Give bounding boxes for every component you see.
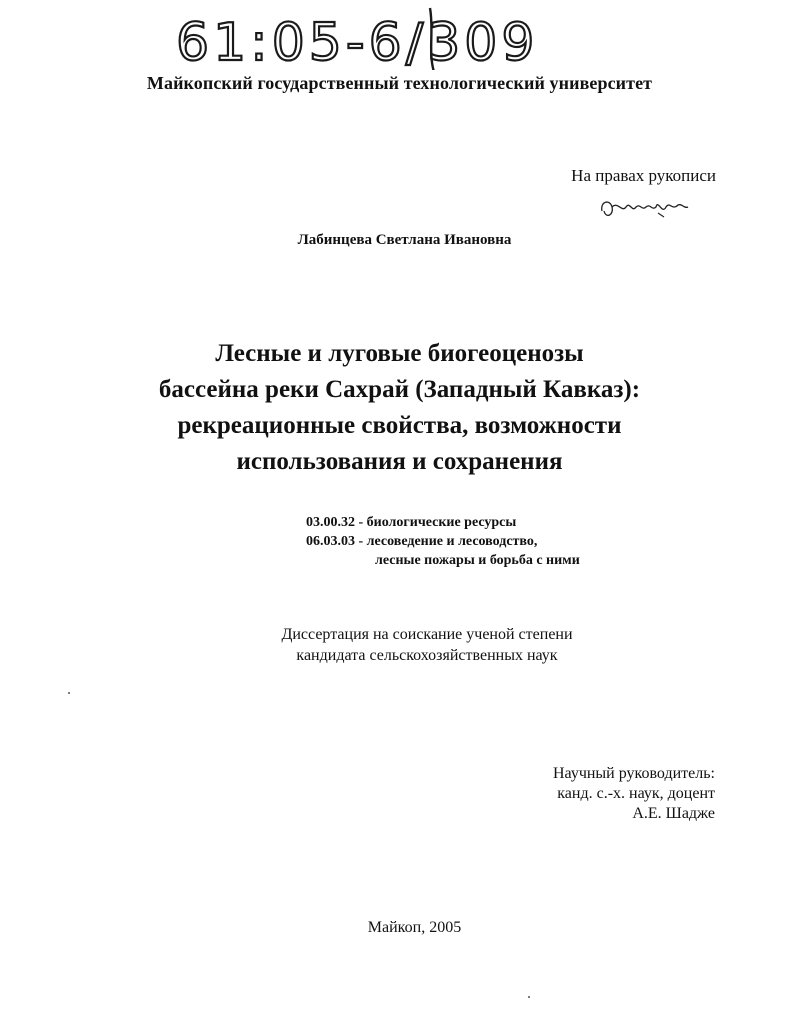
scan-speck (68, 692, 70, 694)
advisor-name: А.Е. Шадже (632, 805, 715, 822)
specialty-codes (306, 513, 580, 570)
advisor-degree: канд. с.-х. наук, доцент (557, 785, 715, 802)
specialty-row: 06.03.03 - лесоведение и лесоводство, (306, 534, 538, 549)
author-signature (598, 195, 690, 223)
degree-line-1: Диссертация на соискание ученой степени (281, 626, 573, 643)
specialty-name: лесоведение и лесоводство, (366, 534, 538, 549)
title-line: бассейна реки Сахрай (Западный Кавказ): (158, 376, 641, 403)
title-line: Лесные и луговые биогеоценозы (215, 340, 584, 367)
specialty-code: 03.00.32 (306, 515, 355, 530)
rights-note: На правах рукописи (571, 166, 716, 185)
city-year: Майкоп, 2005 (367, 919, 462, 936)
specialty-continuation: лесные пожары и борьба с ними (375, 553, 580, 568)
title-line: использования и сохранения (236, 448, 563, 475)
dissertation-degree (0, 624, 799, 666)
scan-speck (528, 996, 530, 998)
university-name: Майкопский государственный технологический университет (146, 73, 653, 93)
handwritten-code-text: 61:05-6/309 (176, 13, 539, 70)
scientific-advisor (553, 764, 715, 824)
handwritten-code-drawing (172, 6, 562, 70)
degree-line-2: кандидата сельскохозяйственных наук (296, 647, 558, 664)
author-name: Лабинцева Светлана Ивановна (297, 232, 512, 248)
advisor-label: Научный руководитель: (552, 765, 715, 782)
signature-icon (598, 195, 690, 223)
specialty-name: биологические ресурсы (366, 515, 517, 530)
title-line: рекреационные свойства, возможности (177, 412, 622, 439)
specialty-code: 06.03.03 (306, 534, 355, 549)
specialty-row: 03.00.32 - биологические ресурсы (306, 515, 517, 530)
handwritten-catalog-code (172, 6, 562, 70)
dissertation-title (0, 336, 799, 480)
